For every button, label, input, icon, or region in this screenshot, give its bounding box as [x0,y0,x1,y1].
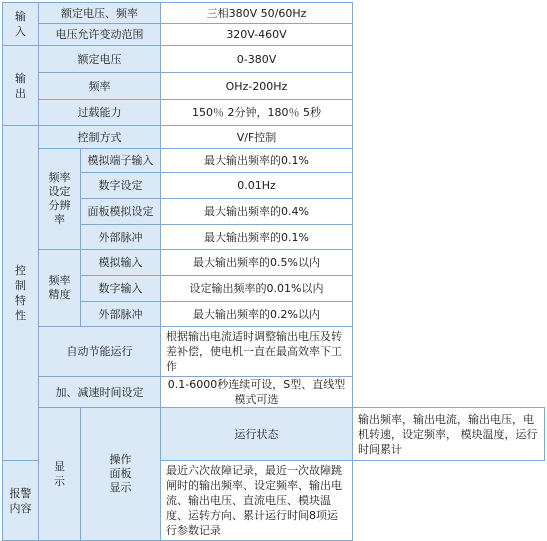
value-digital-input: 设定输出频率的0.01%以内 [161,276,353,302]
label-rated-voltage: 额定电压 [39,46,161,73]
label-accel-decel: 加、减速时间设定 [39,377,161,408]
value-voltage-range: 320V-460V [161,24,353,46]
value-control-method: V/F控制 [161,126,353,149]
label-analog-input: 模拟输入 [81,250,161,276]
value-run-status: 输出频率，输出电流，输出电压，电机转速，设定频率， 模块温度，运行时间累计 [353,408,545,461]
label-panel-display: 操作面板显示 [81,408,161,541]
value-analog-terminal-input: 最大输出频率的0.1% [161,149,353,173]
value-panel-analog-setting: 最大输出频率的0.4% [161,199,353,225]
value-rated-voltage-freq: 三相380V 50/60Hz [161,3,353,24]
group-output: 输出 [3,46,39,126]
label-alarm-content: 报警内容 [3,461,39,541]
label-run-status: 运行状态 [161,408,353,461]
value-rated-voltage: 0-380V [161,46,353,73]
value-external-pulse-res: 最大输出频率的0.1% [161,225,353,250]
spec-table [2,2,545,541]
label-voltage-range: 电压允许变动范围 [39,24,161,46]
label-external-pulse-res: 外部脉冲 [81,225,161,250]
label-analog-terminal-input: 模拟端子输入 [81,149,161,173]
value-accel-decel: 0.1-6000秒连续可设，S型、直线型模式可选 [161,377,353,408]
value-external-pulse-prec: 最大输出频率的0.2%以内 [161,302,353,327]
value-alarm-content: 最近六次故障记录，最近一次故障跳闸时的输出频率、设定频率、输出电流、输出电压、直流电压、模块温度、运转方向、累计运行时间8项运行参数记录 [161,461,353,541]
value-frequency: OHz-200Hz [161,73,353,100]
group-control: 控制特性 [3,126,39,461]
label-digital-input: 数字输入 [81,276,161,302]
label-rated-voltage-freq: 额定电压、频率 [39,3,161,24]
label-freq-resolution: 频率设定分辨率 [39,149,81,250]
group-input: 输入 [3,3,39,46]
label-digital-setting: 数字设定 [81,173,161,199]
label-panel-analog-setting: 面板模拟设定 [81,199,161,225]
group-display: 显示 [39,408,81,541]
label-frequency: 频率 [39,73,161,100]
label-auto-energy: 自动节能运行 [39,327,161,377]
label-control-method: 控制方式 [39,126,161,149]
label-freq-precision: 频率精度 [39,250,81,327]
value-auto-energy: 根据输出电流适时调整输出电压及转差补偿，使电机一直在最高效率下工作 [161,327,353,377]
value-analog-input: 最大输出频率的0.5%以内 [161,250,353,276]
value-overload: 150％ 2分钟，180％ 5秒 [161,100,353,126]
label-overload: 过载能力 [39,100,161,126]
value-digital-setting: 0.01Hz [161,173,353,199]
label-external-pulse-prec: 外部脉冲 [81,302,161,327]
